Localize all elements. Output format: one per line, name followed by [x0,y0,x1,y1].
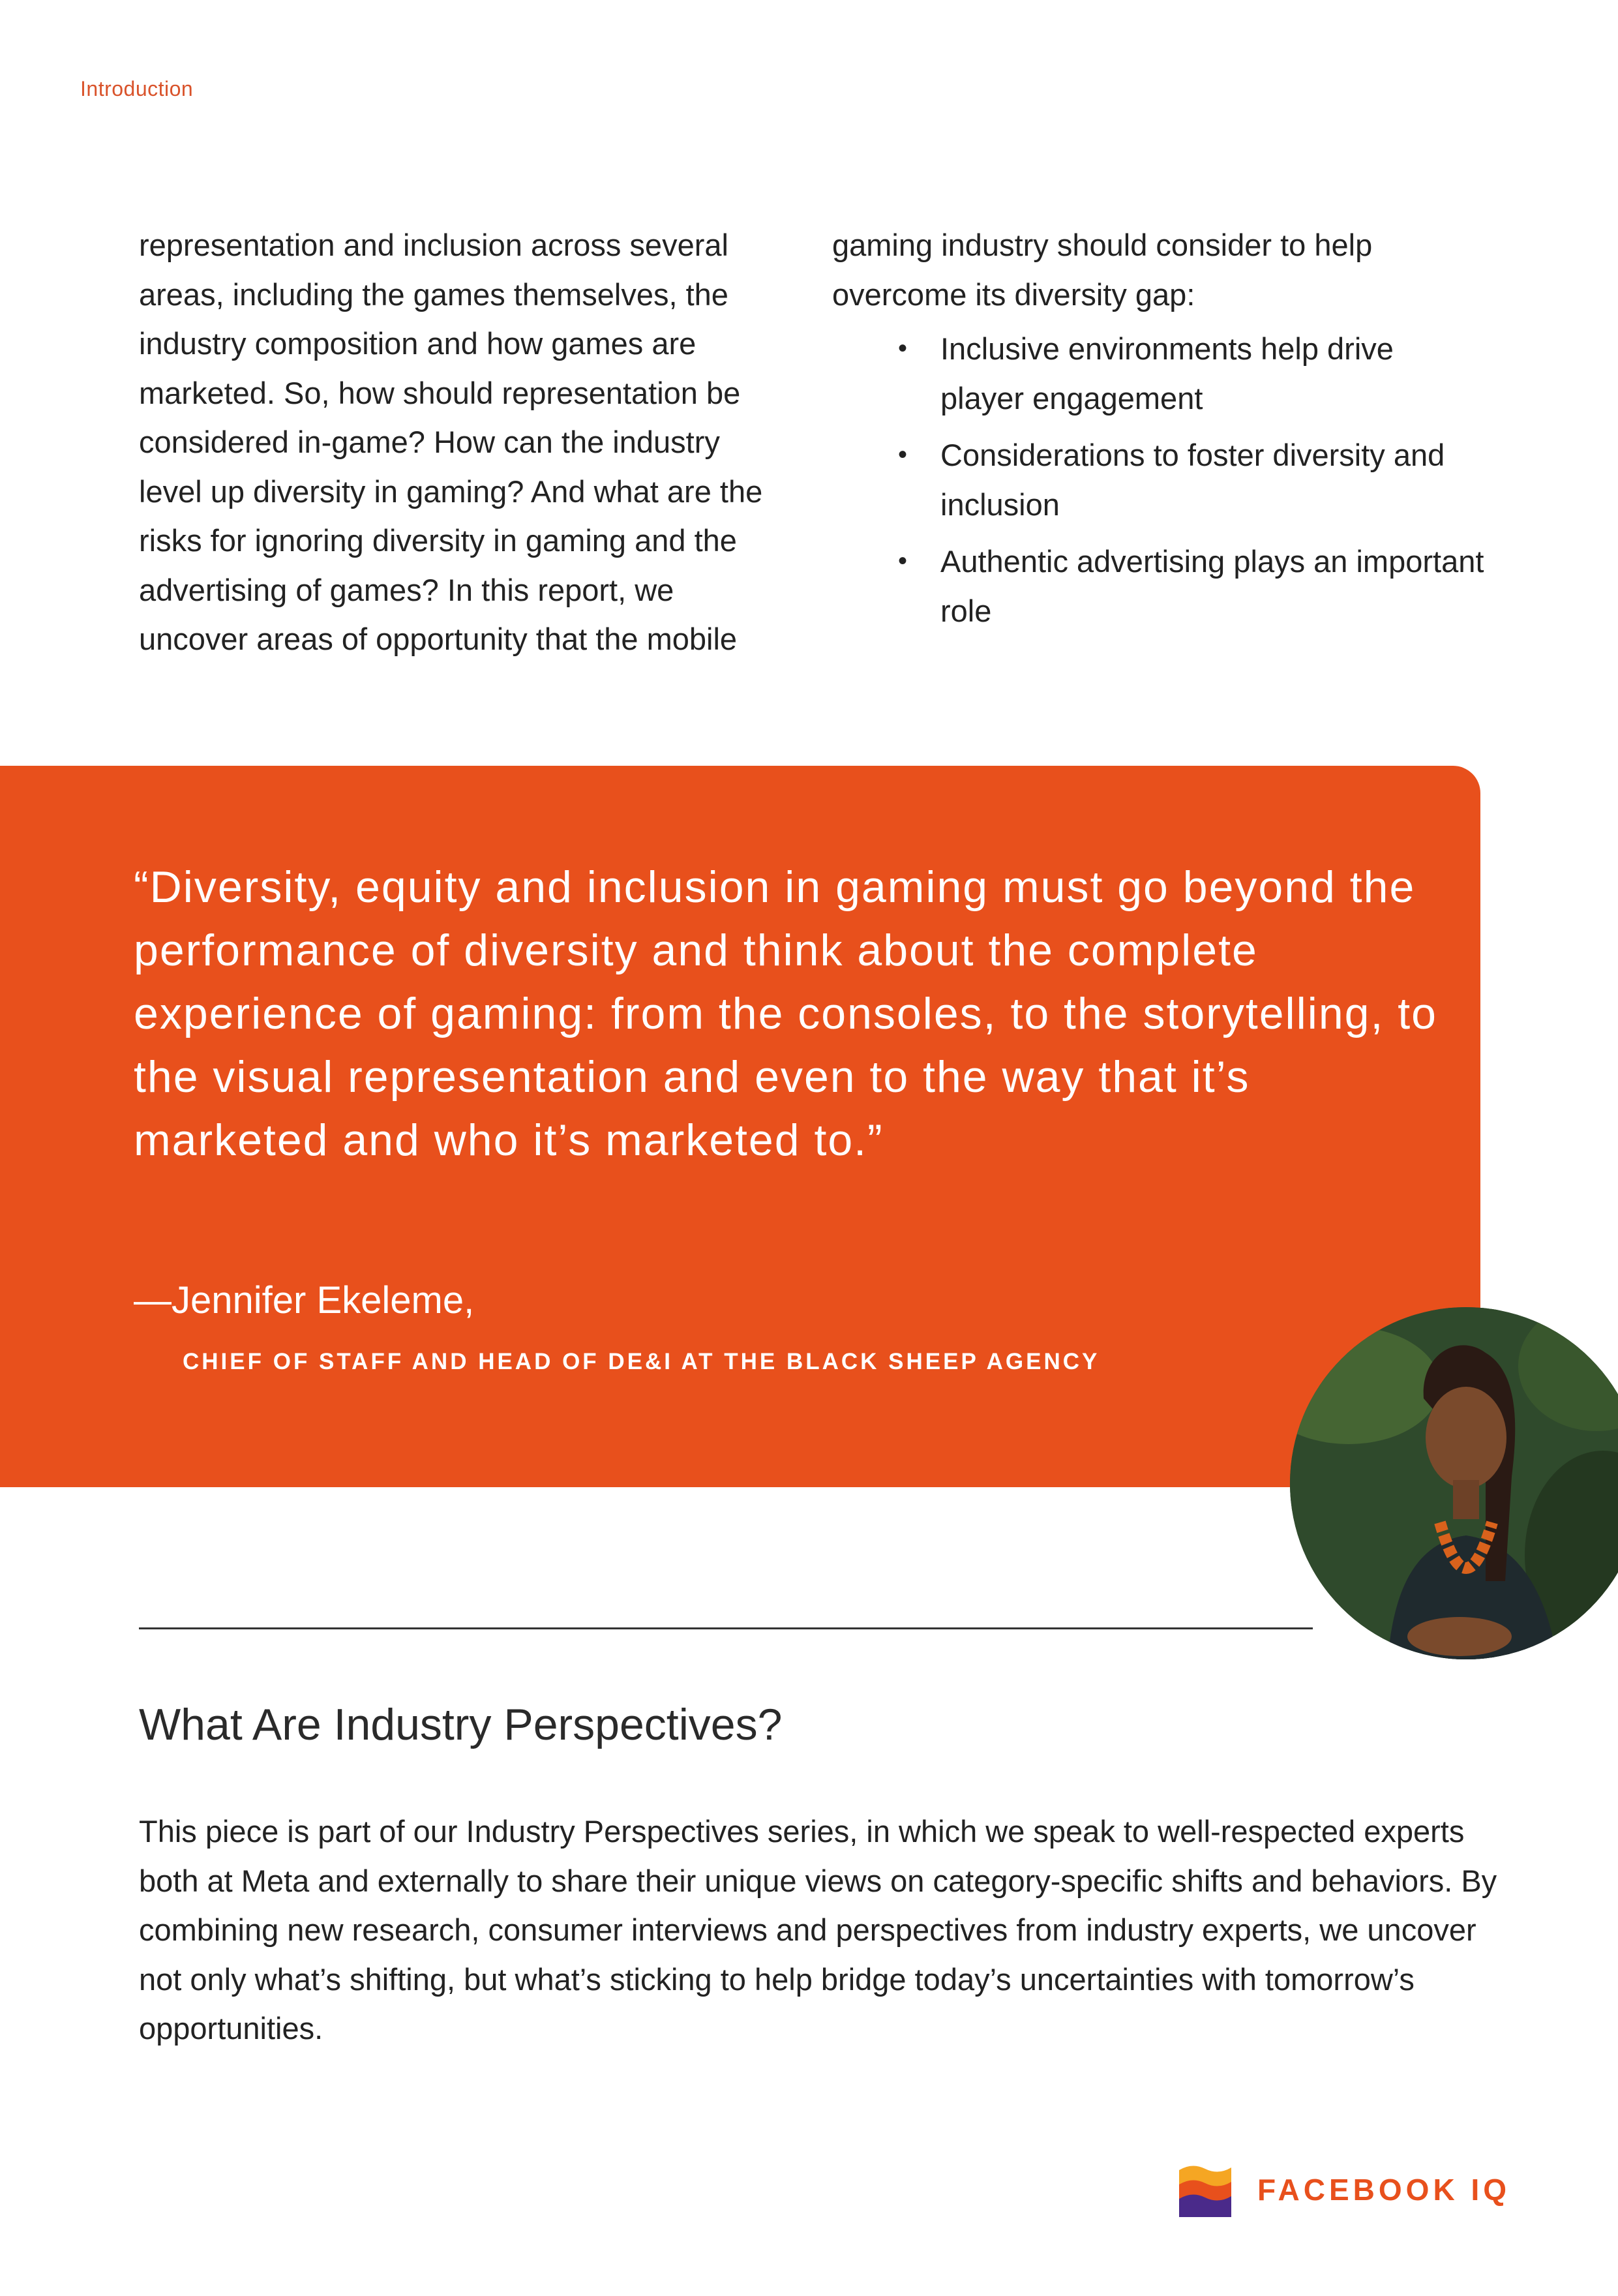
section-title: What Are Industry Perspectives? [139,1700,783,1749]
brand-name: FACEBOOK IQ [1257,2173,1511,2207]
bullet-icon: • [898,334,908,363]
list-item [832,537,1484,635]
section-label: Introduction [80,77,194,100]
avatar [1290,1307,1618,1659]
list-item [832,430,1484,529]
portrait-illustration [1290,1307,1618,1659]
bullet-text: Considerations to foster diversity and inclusion [940,438,1445,522]
intro-right-paragraph: gaming industry should consider to help overcome its diversity gap: [832,228,1373,312]
list-item [832,324,1484,423]
bullet-text: Inclusive environments help drive player engagement [940,331,1394,415]
intro-bullet-list [832,324,1484,635]
facebook-iq-logo-icon [1179,2162,1231,2217]
intro-left-column [139,220,791,664]
section-body: This piece is part of our Industry Perspectives series, in which we speak to well-respected experts both at Meta and externally to share their unique views on category-specific shifts and behaviors. By combining new research, consumer interviews and perspectives from industry experts, we uncover not only what’s shifting, but what’s sticking to help bridge today’s uncertainties with tomorrow’s opportunities. [139,1814,1497,2046]
intro-right-column [832,220,1484,643]
intro-left-paragraph: representation and inclusion across several areas, including the games themselves, the industry composition and how games are marketed. So, how should representation be considered in-game? How can the industry level up diversity in gaming? And what are the risks for ignoring diversity in gaming and the advertising of games? In this report, we uncover areas of opportunity that the mobile [139,228,763,656]
bullet-text: Authentic advertising plays an important role [940,544,1484,628]
bullet-icon: • [898,440,908,469]
bullet-icon: • [898,547,908,575]
quote-text: “Diversity, equity and inclusion in gaming must go beyond the performance of diversity and think about the complete experience of gaming: from the consoles, to the storytelling, to the visual representation and even to the way that it’s marketed and who it’s marketed to.” [134,862,1437,1165]
section-divider [139,1627,1313,1629]
quote-author-title: CHIEF OF STAFF AND HEAD OF DE&I AT THE BLACK SHEEP AGENCY [183,1349,1100,1374]
quote-author: —Jennifer Ekeleme, [134,1279,475,1322]
